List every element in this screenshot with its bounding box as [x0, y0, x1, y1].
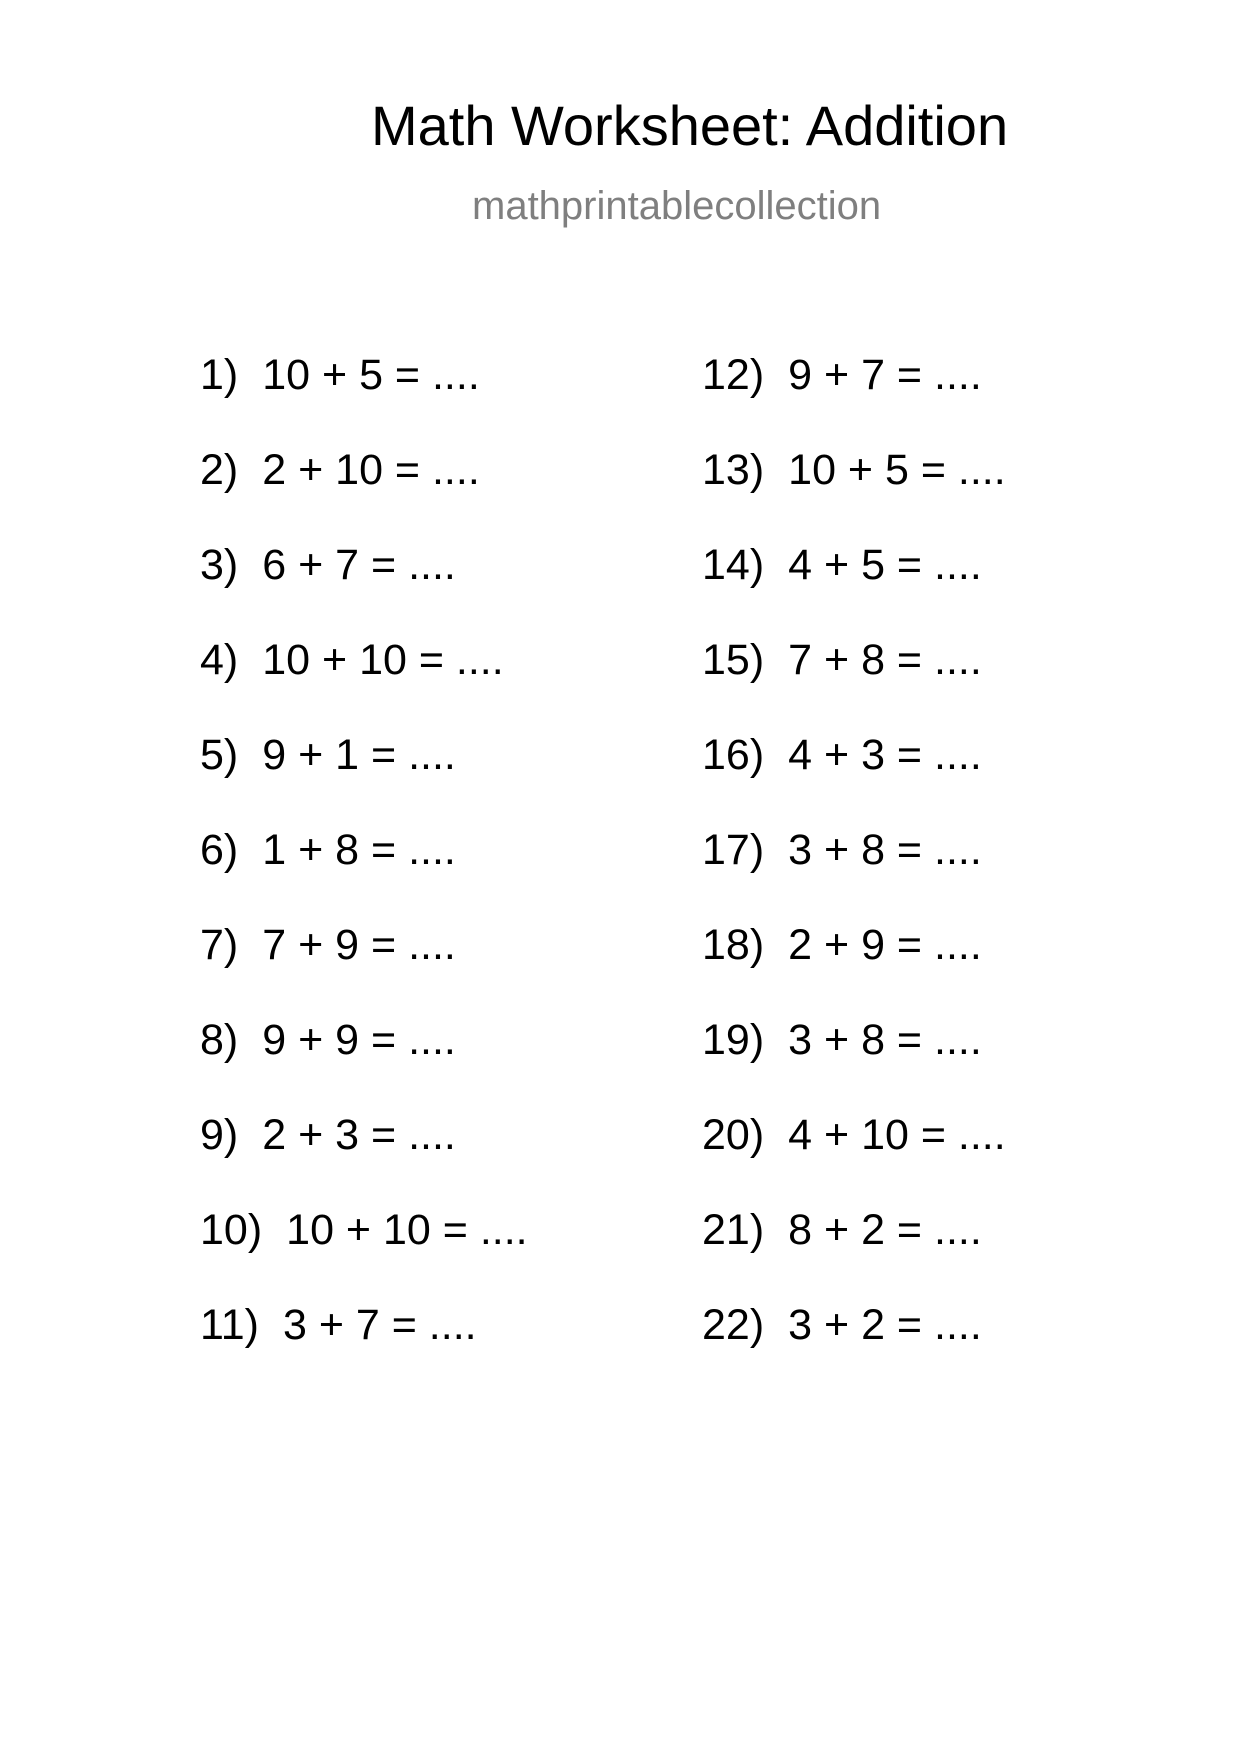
problem-list-right — [702, 353, 1006, 1398]
problem-expression: 3 + 8 = .... — [788, 1016, 982, 1064]
problem-item — [200, 448, 528, 543]
problem-item — [200, 1018, 528, 1113]
problem-number: 14) — [702, 541, 765, 589]
problem-expression: 4 + 10 = .... — [788, 1111, 1006, 1159]
problem-item — [200, 1303, 528, 1398]
problem-number: 2) — [200, 446, 239, 494]
problem-expression: 4 + 5 = .... — [788, 541, 982, 589]
problem-expression: 3 + 8 = .... — [788, 826, 982, 874]
problem-item — [200, 638, 528, 733]
problem-list-left — [200, 353, 528, 1398]
problem-number: 15) — [702, 636, 765, 684]
problem-item — [702, 1303, 1006, 1398]
problem-expression: 9 + 1 = .... — [262, 731, 456, 779]
problem-expression: 7 + 8 = .... — [788, 636, 982, 684]
problem-expression: 10 + 5 = .... — [788, 446, 1006, 494]
problem-item — [200, 733, 528, 828]
problem-expression: 4 + 3 = .... — [788, 731, 982, 779]
problem-item — [200, 828, 528, 923]
problem-number: 5) — [200, 731, 239, 779]
problem-number: 19) — [702, 1016, 765, 1064]
problem-number: 6) — [200, 826, 239, 874]
problem-expression: 8 + 2 = .... — [788, 1206, 982, 1254]
problem-number: 11) — [200, 1301, 259, 1349]
problem-item — [702, 543, 1006, 638]
problem-expression: 2 + 10 = .... — [262, 446, 480, 494]
problem-expression: 6 + 7 = .... — [262, 541, 456, 589]
problem-item — [702, 353, 1006, 448]
problem-number: 10) — [200, 1206, 263, 1254]
problem-item — [200, 1208, 528, 1303]
problem-item — [200, 543, 528, 638]
problem-item — [200, 923, 528, 1018]
problem-number: 3) — [200, 541, 239, 589]
problem-expression: 1 + 8 = .... — [262, 826, 456, 874]
problem-expression: 9 + 7 = .... — [788, 351, 982, 399]
problem-expression: 3 + 2 = .... — [788, 1301, 982, 1349]
problem-number: 17) — [702, 826, 765, 874]
problem-item — [200, 353, 528, 448]
problem-item — [200, 1113, 528, 1208]
problem-number: 16) — [702, 731, 765, 779]
problem-item — [702, 1018, 1006, 1113]
problem-expression: 2 + 9 = .... — [788, 921, 982, 969]
problem-expression: 2 + 3 = .... — [262, 1111, 456, 1159]
problem-expression: 9 + 9 = .... — [262, 1016, 456, 1064]
problem-item — [702, 733, 1006, 828]
problem-item — [702, 923, 1006, 1018]
problem-number: 12) — [702, 351, 765, 399]
problem-number: 22) — [702, 1301, 765, 1349]
problem-item — [702, 828, 1006, 923]
problem-expression: 10 + 10 = .... — [286, 1206, 528, 1254]
problem-expression: 10 + 5 = .... — [262, 351, 480, 399]
problem-number: 7) — [200, 921, 239, 969]
problem-item — [702, 1208, 1006, 1303]
problem-number: 1) — [200, 351, 239, 399]
problem-number: 4) — [200, 636, 239, 684]
problem-number: 20) — [702, 1111, 765, 1159]
problem-number: 18) — [702, 921, 765, 969]
problem-number: 13) — [702, 446, 765, 494]
page-title: Math Worksheet: Addition — [371, 94, 1009, 157]
problem-expression: 10 + 10 = .... — [262, 636, 504, 684]
problem-expression: 7 + 9 = .... — [262, 921, 456, 969]
problem-expression: 3 + 7 = .... — [282, 1301, 477, 1349]
problem-number: 8) — [200, 1016, 239, 1064]
problem-item — [702, 1113, 1006, 1208]
problem-number: 21) — [702, 1206, 765, 1254]
problem-item — [702, 448, 1006, 543]
problem-number: 9) — [200, 1111, 239, 1159]
problem-item — [702, 638, 1006, 733]
page-subtitle: mathprintablecollection — [472, 184, 882, 228]
